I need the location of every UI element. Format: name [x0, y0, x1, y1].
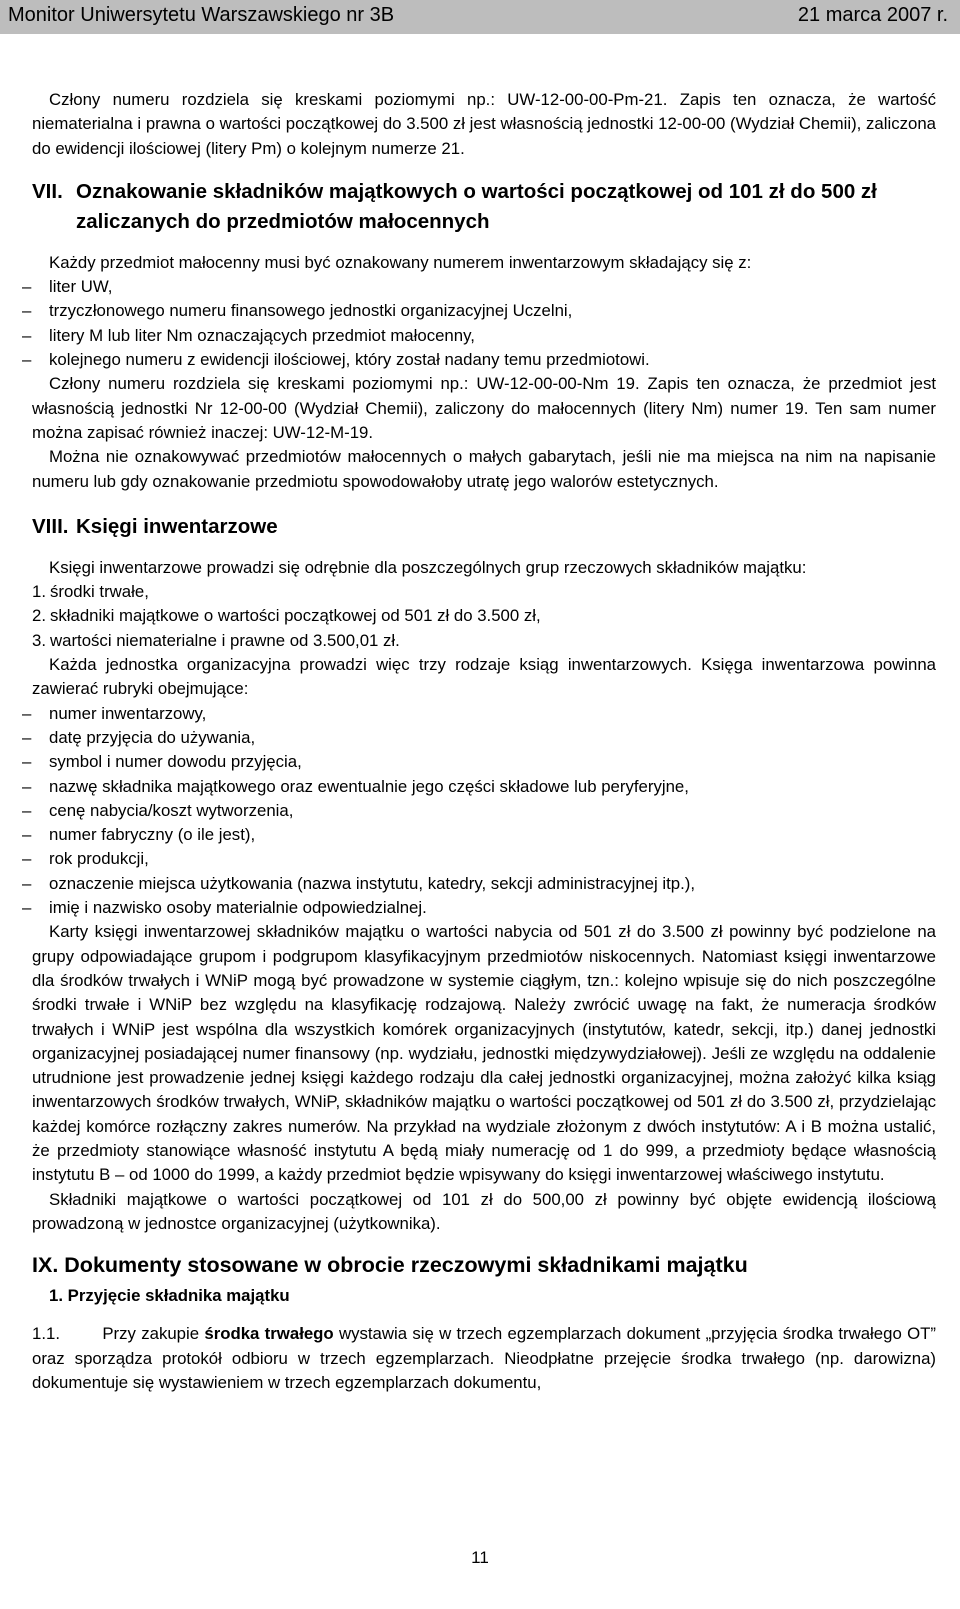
section-8-paragraph: Każda jednostka organizacyjna prowadzi więc trzy rodzaje ksiąg inwentarzowych. Księga inwentarzowa powinna zawierać rubryki obejmujące: [32, 655, 936, 699]
section-7-title: Oznakowanie składników majątkowych o wartości początkowej od 101 zł do 500 zł zaliczanych do przedmiotów małocennych [76, 179, 877, 233]
section-8-numbered-list [32, 580, 936, 653]
section-7-lead: Każdy przedmiot małocenny musi być oznakowany numerem inwentarzowym składający się z: [49, 252, 752, 272]
section-7-paragraph: Człony numeru rozdziela się kreskami poziomymi np.: UW-12-00-00-Nm 19. Zapis ten oznacza, że przedmiot jest własnością jednostki Nr 12-00-00 (Wydział Chemii), zaliczony do małocennych (litery Nm) numer 19. Ten sam numer można zapisać również inaczej: UW-12-M-19. [32, 374, 936, 442]
publication-date: 21 marca 2007 r. [797, 4, 948, 26]
section-8-lead: Księgi inwentarzowe prowadzi się odrębnie dla poszczególnych grup rzeczowych składników majątku: [49, 557, 807, 577]
section-7-number: VII. [32, 179, 63, 203]
section-8-number: VIII. [32, 514, 69, 538]
section-7-heading [32, 177, 936, 237]
list-item: – oznaczenie miejsca użytkowania (nazwa instytutu, katedry, sekcji administracyjnej itp.), [32, 872, 936, 896]
list-item: – symbol i numer dowodu przyjęcia, [32, 750, 936, 774]
list-item: – imię i nazwisko osoby materialnie odpowiedzialnej. [32, 896, 936, 920]
section-8-paragraph: Karty księgi inwentarzowej składników majątku o wartości nabycia od 501 zł do 3.500 zł powinny być podzielone na grupy odpowiadające grupom i podgrupom klasyfikacyjnym przedmiotów niskocennych. Natomiast księgi inwentarzowe dla środków trwałych i WNiP mogą być prowadzone w systemie ciągłym, tzn.: kolejno wpisuje się do nich poszczególne środki trwałe i WNiP bez względu na klasyfikację rodzajową. Należy zwrócić uwagę na fakt, że numeracja środków trwałych i WNiP jest wspólna dla wszystkich komórek organizacyjnych (instytutów, katedr, sekcji, itp.) danej jednostki organizacyjnej posiadającej numer finansowy (np. wydziału, jednostki międzywydziałowej). Jeśli ze względu na oddalenie utrudnione jest prowadzenie jednej księgi każdego rodzaju dla całej jednostki organizacyjnej, można założyć kilka ksiąg inwentarzowych środków trwałych, WNiP, składników majątku o wartości początkowej od 501 zł do 3.500 zł, przydzielając każdej komórce rozłączny zakres numerów. Na przykład na wydziale złożonym z dwóch instytutów: A i B można ustalić, że przedmioty stanowiące własność instytutu A będą miały numerację od 1 do 999, a przedmioty będące własnością instytutu B – od 1000 do 1999, a każdy przedmiot będzie wpisywany do księgi inwentarzowej właściwego instytutu. [32, 922, 936, 1185]
running-header [0, 0, 960, 34]
list-item: – trzyczłonowego numeru finansowego jednostki organizacyjnej Uczelni, [32, 299, 936, 323]
section-9-title: Dokumenty stosowane w obrocie rzeczowymi składnikami majątku [64, 1253, 748, 1278]
section-8-paragraph: Składniki majątkowe o wartości początkowej od 101 zł do 500,00 zł powinny być objęte ewidencją ilościową prowadzoną w jednostce organizacyjnej (użytkownika). [32, 1189, 936, 1233]
section-8-list [32, 702, 936, 921]
section-7-list [32, 275, 936, 372]
subsection-heading: 1. Przyjęcie składnika majątku [49, 1286, 290, 1306]
publication-title: Monitor Uniwersytetu Warszawskiego nr 3B [8, 4, 395, 26]
section-8-title: Księgi inwentarzowe [76, 514, 278, 538]
page-body [32, 88, 936, 1395]
paragraph-number: 1.1. [32, 1324, 60, 1344]
list-item: 2. składniki majątkowe o wartości początkowej od 501 zł do 3.500 zł, [32, 606, 541, 626]
list-item: – litery M lub liter Nm oznaczających przedmiot małocenny, [32, 324, 936, 348]
list-item: – kolejnego numeru z ewidencji ilościowej, który został nadany temu przedmiotowi. [32, 348, 936, 372]
section-9-number: IX. [32, 1253, 59, 1278]
list-item: 1. środki trwałe, [32, 582, 149, 602]
list-item: 3. wartości niematerialne i prawne od 3.500,01 zł. [32, 630, 400, 650]
section-7-paragraph: Można nie oznakowywać przedmiotów małocennych o małych gabarytach, jeśli nie ma miejsca na nim na napisanie numeru lub gdy oznakowanie przedmiotu spowodowałoby utratę jego walorów estetycznych. [32, 447, 936, 491]
section-9-paragraph: 1.1. Przy zakupie środka trwałego wystawia się w trzech egzemplarzach dokument „przyjęcia środka trwałego OT” oraz sporządza protokół odbioru w trzech egzemplarzach. Nieodpłatne przejęcie środka trwałego (np. darowizna) dokumentuje się wystawieniem w trzech egzemplarzach dokumentu, [32, 1324, 936, 1393]
list-item: – rok produkcji, [32, 847, 936, 871]
list-item: – numer fabryczny (o ile jest), [32, 823, 936, 847]
page-number: 11 [471, 1548, 489, 1567]
list-item: – numer inwentarzowy, [32, 702, 936, 726]
list-item: – datę przyjęcia do używania, [32, 726, 936, 750]
list-item: – liter UW, [32, 275, 936, 299]
list-item: – cenę nabycia/koszt wytworzenia, [32, 799, 936, 823]
section-9-heading [32, 1250, 936, 1280]
emphasis: środka trwałego [204, 1324, 334, 1344]
intro-paragraph: Człony numeru rozdziela się kreskami poziomymi np.: UW-12-00-00-Pm-21. Zapis ten oznacza, że wartość niematerialna i prawna o wartości początkowej do 3.500 zł jest własnością jednostki 12-00-00 (Wydział Chemii), zaliczona do ewidencji ilościowej (litery Pm) o kolejnym numerze 21. [32, 90, 936, 158]
list-item: – nazwę składnika majątkowego oraz ewentualnie jego części składowe lub peryferyjne, [32, 775, 936, 799]
section-8-heading [32, 512, 936, 542]
